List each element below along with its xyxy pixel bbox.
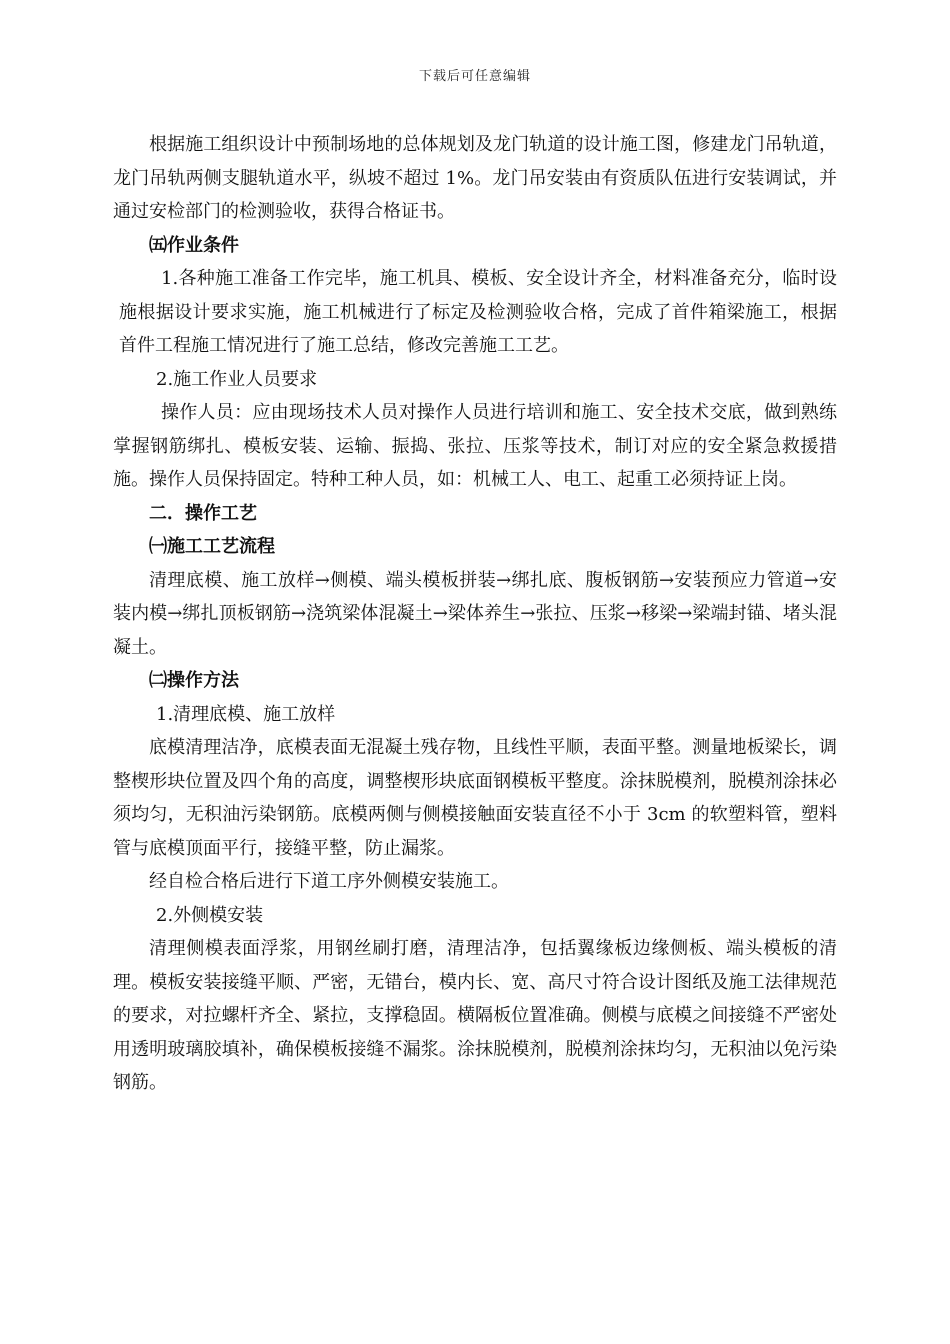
heading-process-flow: ㈠施工工艺流程 (149, 536, 275, 557)
document-body (113, 128, 837, 1100)
heading-operation-method: ㈡操作方法 (149, 670, 239, 691)
heading-clean-bottom-mold: 1.清理底模、施工放样 (156, 703, 336, 725)
heading-outer-side-mold: 2.外侧模安装 (156, 904, 264, 926)
heading-personnel-requirements: 2.施工作业人员要求 (156, 368, 318, 390)
paragraph-operators: 操作人员：应由现场技术人员对操作人员进行培训和施工、安全技术交底，做到熟练掌握钢筋绑扎、模板安装、运输、振捣、张拉、压浆等技术，制订对应的安全紧急救援措施。操作人员保持固定。特种工种人员，如：机械工人、电工、起重工必须持证上岗。 (113, 402, 837, 490)
paragraph-preparation: 1.各种施工准备工作完毕，施工机具、模板、安全设计齐全，材料准备充分，临时设施根据设计要求实施，施工机械进行了标定及检测验收合格，完成了首件箱梁施工，根据首件工程施工情况进行了施工总结，修改完善施工工艺。 (119, 268, 837, 356)
page-header: 下载后可任意编辑 (418, 69, 531, 84)
paragraph-process-flow: 清理底模、施工放样→侧模、端头模板拼装→绑扎底、腹板钢筋→安装预应力管道→安装内模→绑扎顶板钢筋→浇筑梁体混凝土→梁体养生→张拉、压浆→移梁→梁端封锚、堵头混凝土。 (113, 569, 837, 658)
paragraph-side-mold: 清理侧模表面浮浆，用钢丝刷打磨，清理洁净，包括翼缘板边缘侧板、端头模板的清理。模板安装接缝平顺、严密，无错台，模内长、宽、高尺寸符合设计图纸及施工法律规范的要求，对拉螺杆齐全、紧拉，支撑稳固。横隔板位置准确。侧模与底模之间接缝不严密处用透明玻璃胶填补，确保模板接缝不漏浆。涂抹脱模剂，脱模剂涂抹均匀，无积油以免污染钢筋。 (113, 938, 837, 1093)
heading-operation-process: 二．操作工艺 (149, 502, 257, 524)
paragraph-gantry-crane-track: 根据施工组织设计中预制场地的总体规划及龙门轨道的设计施工图，修建龙门吊轨道，龙门吊轨两侧支腿轨道水平，纵坡不超过 1%。龙门吊安装由有资质队伍进行安装调试，并通过安检部门的检测验收，获得合格证书。 (113, 134, 837, 222)
paragraph-self-check: 经自检合格后进行下道工序外侧模安装施工。 (149, 871, 509, 892)
heading-work-conditions: ㈤作业条件 (149, 234, 239, 256)
paragraph-bottom-mold: 底模清理洁净，底模表面无混凝土残存物，且线性平顺，表面平整。测量地板梁长，调整楔形块位置及四个角的高度，调整楔形块底面钢模板平整度。涂抹脱模剂，脱模剂涂抹必须均匀，无积油污染钢筋。底模两侧与侧模接触面安装直径不小于 3cm 的软塑料管，塑料管与底模顶面平行，接缝平整，防止漏浆。 (113, 737, 837, 859)
